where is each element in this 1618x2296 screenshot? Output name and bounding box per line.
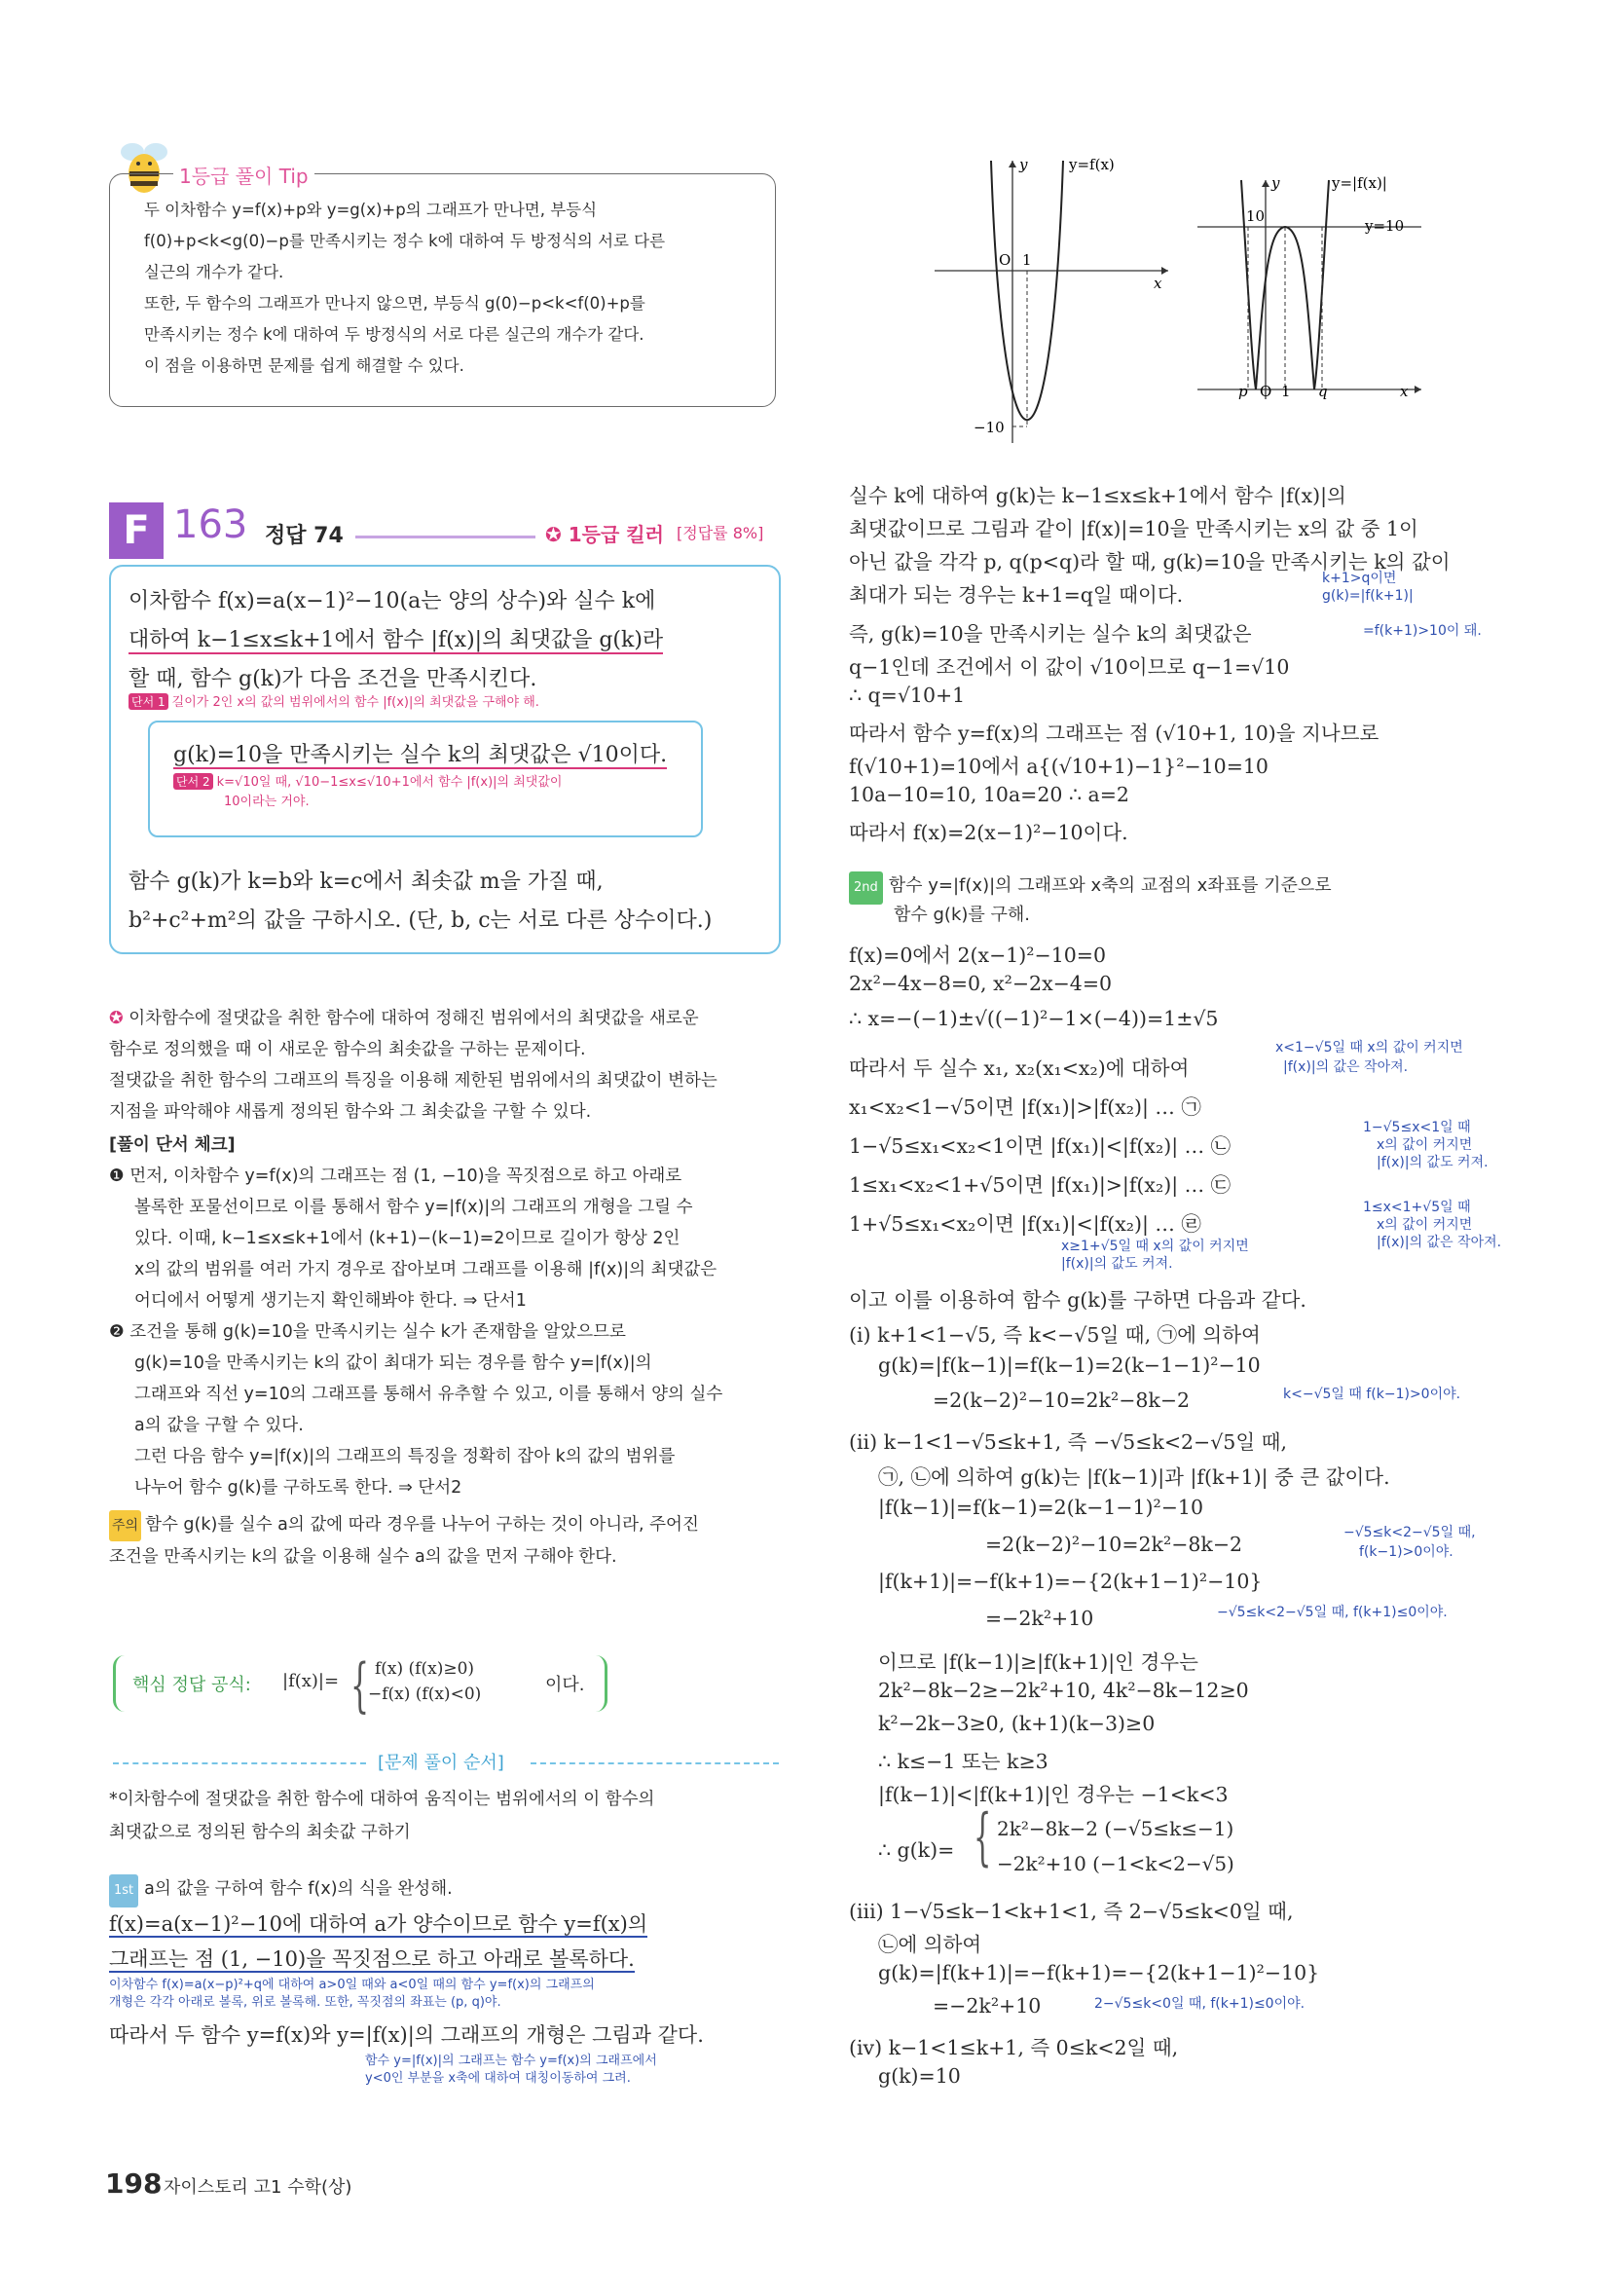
note-r23: k<−√5일 때 f(k−1)>0이야. [1283, 1387, 1461, 1402]
note-r18-a: 1≤x<1+√5일 때 [1363, 1200, 1471, 1215]
right-line-17: 1−√5≤x₁<x₂<1이면 |f(x₁)|<|f(x₂)| … ㉡ [849, 1134, 1232, 1158]
step1-tag: 1st [109, 1874, 138, 1907]
hint-1-text: 길이가 2인 x의 값의 범위에서의 함수 |f(x)|의 최댓값을 구해야 해. [171, 695, 539, 710]
caution-text-1: 함수 g(k)를 실수 a의 값에 따라 경우를 나누어 구하는 것이 아니라, 주어진 [145, 1515, 699, 1535]
right-line-31: 2k²−8k−2≥−2k²+10, 4k²−8k−12≥0 [878, 1679, 1249, 1702]
formula-end: 이다. [545, 1675, 585, 1695]
problem-letter: F [109, 502, 164, 559]
problem-line-1: 이차함수 f(x)=a(x−1)²−10(a는 양의 상수)와 실수 k에 [129, 589, 656, 613]
formula-lhs: |f(x)|= [282, 1671, 340, 1691]
step1-line-1 [109, 1908, 647, 1938]
note-r17-b: x의 값이 커지면 [1377, 1137, 1473, 1153]
graph-abs-label: y=|f(x)| [1332, 174, 1387, 192]
right-line-26: |f(k−1)|=f(k−1)=2(k−1−1)²−10 [878, 1496, 1203, 1519]
right-line-29: =−2k²+10 [985, 1607, 1094, 1630]
hint-1-tag: 단서 1 [129, 693, 168, 710]
tip-title: 1등급 풀이 Tip [173, 161, 314, 189]
check-title: [풀이 단서 체크] [109, 1135, 236, 1155]
right-line-30: 이므로 |f(k−1)|≥|f(k+1)|인 경우는 [878, 1650, 1198, 1674]
right-line-40: (iv) k−1<1≤k+1, 즉 0≤k<2일 때, [849, 2036, 1179, 2059]
graph-abs-origin: O [1260, 383, 1272, 400]
hint-2-text-a: k=√10일 때, √10−1≤x≤√10+1에서 함수 |f(x)|의 최댓값이 [216, 775, 563, 790]
right-line-19: 1+√5≤x₁<x₂이면 |f(x₁)|<|f(x₂)| … ㉣ [849, 1212, 1201, 1236]
graph-abs-q: q [1318, 383, 1328, 400]
right-line-11: 따라서 f(x)=2(x−1)²−10이다. [849, 821, 1128, 844]
step2-tag: 2nd [849, 871, 883, 905]
tip-line: 또한, 두 함수의 그래프가 만나지 않으면, 부등식 g(0)−p<k<f(0)+p를 [144, 294, 645, 313]
right-line-23: =2(k−2)²−10=2k²−8k−2 [933, 1389, 1191, 1412]
note-r39: 2−√5≤k<0일 때, f(k+1)≤0이야. [1094, 1996, 1305, 2012]
right-line-3: 아닌 값을 각각 p, q(p<q)라 할 때, g(k)=10을 만족시키는 k의 값이 [849, 550, 1451, 574]
right-line-21: (i) k+1<1−√5, 즉 k<−√5일 때, ㉠에 의하여 [849, 1323, 1261, 1347]
page-number: 198 [105, 2167, 163, 2200]
step2-title-1: 함수 y=|f(x)|의 그래프와 x축의 교점의 x좌표를 기준으로 [888, 875, 1332, 896]
hint-2-tag: 단서 2 [173, 773, 213, 790]
step1-line-2 [109, 1944, 635, 1973]
problem-line-2 [129, 623, 663, 653]
note-r4-a: k+1>q이면 [1322, 571, 1397, 586]
problem-number: 163 [173, 502, 248, 547]
graph-abs-10: 10 [1246, 207, 1266, 225]
check-1-line-5: 어디에서 어떻게 생기는지 확인해봐야 한다. ⇒ 단서1 [134, 1291, 527, 1311]
right-line-16: x₁<x₂<1−√5이면 |f(x₁)|>|f(x₂)| … ㉠ [849, 1095, 1201, 1119]
gk-brace: { [974, 1801, 992, 1873]
right-line-12: f(x)=0에서 2(x−1)²−10=0 [849, 944, 1107, 967]
note-r29: −√5≤k<2−√5일 때, f(k+1)≤0이야. [1217, 1605, 1448, 1620]
formula-bottom: −f(x) (f(x)<0) [368, 1685, 482, 1704]
order-title: [문제 풀이 순서] [378, 1753, 504, 1773]
check-2-line-6: 나누어 함수 g(k)를 구하도록 한다. ⇒ 단서2 [134, 1478, 462, 1498]
order-rule-right [531, 1762, 779, 1764]
check-2-line-5: 그런 다음 함수 y=|f(x)|의 그래프의 특징을 정확히 잡아 k의 값의 범위를 [134, 1447, 676, 1466]
right-line-5: 즉, g(k)=10을 만족시키는 실수 k의 최댓값은 [849, 622, 1252, 646]
note-r27-b: f(k−1)>0이야. [1359, 1544, 1453, 1560]
check-1-line-1: ❶ 먼저, 이차함수 y=f(x)의 그래프는 점 (1, −10)을 꼭짓점으로 하고 아래로 [109, 1167, 682, 1186]
star-icon: ✪ [109, 1009, 129, 1028]
problem-line-2-text: 대하여 k−1≤x≤k+1에서 함수 |f(x)|의 최댓값을 g(k)라 [129, 628, 664, 652]
graph-abs-x-label: x [1400, 383, 1409, 400]
right-line-7: ∴ q=√10+1 [849, 684, 966, 707]
tip-body [144, 195, 767, 382]
tip-line: f(0)+p<k<g(0)−p를 만족시키는 정수 k에 대하여 두 방정식의 서로 다른 [144, 232, 666, 250]
note-r19-a: x≥1+√5일 때 x의 값이 커지면 [1061, 1239, 1249, 1254]
graph-f-x-label: x [1154, 275, 1162, 292]
answer-label: 정답 74 [265, 524, 344, 548]
step1-note-3: 함수 y=|f(x)|의 그래프는 함수 y=f(x)의 그래프에서 [365, 2054, 657, 2068]
right-line-25: ㉠, ㉡에 의하여 g(k)는 |f(k−1)|과 |f(k+1)| 중 큰 값이다. [878, 1465, 1390, 1489]
graph-abs-y10-label: y=10 [1365, 217, 1405, 235]
intro-line-1: 이차함수에 절댓값을 취한 함수에 대하여 정해진 범위에서의 최댓값을 새로운 [129, 1009, 699, 1028]
graph-f-y-label: y [1019, 156, 1028, 173]
order-line-1: *이차함수에 절댓값을 취한 함수에 대하여 움직이는 범위에서의 이 함수의 [109, 1790, 655, 1809]
right-line-36: (iii) 1−√5≤k−1<k+1<1, 즉 2−√5≤k<0일 때, [849, 1900, 1294, 1923]
note-r19-b: |f(x)|의 값도 커져. [1061, 1256, 1173, 1272]
right-line-41: g(k)=10 [878, 2064, 961, 2088]
note-r4-c: =f(k+1)>10이 돼. [1363, 623, 1482, 639]
note-r15-b: |f(x)|의 값은 작아져. [1283, 1059, 1409, 1075]
step1-title [109, 1873, 453, 1907]
right-line-39: =−2k²+10 [933, 1994, 1042, 2018]
right-line-35-top: 2k²−8k−2 (−√5≤k≤−1) [997, 1817, 1234, 1840]
note-r27-a: −√5≤k<2−√5일 때, [1343, 1525, 1476, 1540]
check-2-line-4: a의 값을 구할 수 있다. [134, 1416, 304, 1435]
right-line-35-bottom: −2k²+10 (−1<k<2−√5) [997, 1852, 1234, 1875]
analysis-intro [109, 1003, 781, 1573]
right-line-4: 최대가 되는 경우는 k+1=q일 때이다. [849, 583, 1184, 607]
formula-label: 핵심 정답 공식: [132, 1675, 251, 1695]
graph-f-minus10: −10 [974, 419, 1005, 436]
right-line-38: g(k)=|f(k+1)|=−f(k+1)=−{2(k+1−1)²−10} [878, 1961, 1320, 1984]
right-line-9: f(√10+1)=10에서 a{(√10+1)−1}²−10=10 [849, 755, 1269, 778]
right-line-18: 1≤x₁<x₂<1+√5이면 |f(x₁)|>|f(x₂)| … ㉢ [849, 1173, 1232, 1197]
check-2-line-1: ❷ 조건을 통해 g(k)=10을 만족시키는 실수 k가 존재함을 알았으므로 [109, 1322, 626, 1342]
graph-f-one: 1 [1022, 251, 1032, 269]
header-rule [355, 536, 535, 538]
intro-line [109, 1003, 781, 1034]
note-r18-c: |f(x)|의 값은 작아져. [1377, 1235, 1502, 1250]
check-2-line-2: g(k)=10을 만족시키는 k의 값이 최대가 되는 경우를 함수 y=|f(x)|의 [134, 1353, 652, 1373]
step1-note-4: y<0인 부분을 x축에 대하여 대칭이동하여 그려. [365, 2071, 631, 2086]
tip-line: 이 점을 이용하면 문제를 쉽게 해결할 수 있다. [144, 356, 464, 375]
right-line-1: 실수 k에 대하여 g(k)는 k−1≤x≤k+1에서 함수 |f(x)|의 [849, 484, 1346, 507]
problem-line-3: 할 때, 함수 g(k)가 다음 조건을 만족시킨다. [129, 667, 537, 691]
hint-1 [129, 691, 539, 710]
step1-line-3: 따라서 두 함수 y=f(x)와 y=|f(x)|의 그래프의 개형은 그림과 같다. [109, 2023, 704, 2047]
step1-title-text: a의 값을 구하여 함수 f(x)의 식을 완성해. [144, 1879, 453, 1899]
graph-f-label: y=f(x) [1069, 156, 1115, 173]
killer-label [545, 519, 664, 547]
note-r4-b: g(k)=|f(k+1)| [1322, 588, 1414, 604]
right-line-8: 따라서 함수 y=f(x)의 그래프는 점 (√10+1, 10)을 지나므로 [849, 722, 1379, 745]
right-line-37: ㉡에 의하여 [878, 1933, 982, 1956]
right-line-15: 따라서 두 실수 x₁, x₂(x₁<x₂)에 대하여 [849, 1056, 1190, 1080]
right-line-6: q−1인데 조건에서 이 값이 √10이므로 q−1=√10 [849, 655, 1290, 679]
problem-line-4: 함수 g(k)가 k=b와 k=c에서 최솟값 m을 가질 때, [129, 870, 604, 894]
formula-top: f(x) (f(x)≥0) [375, 1659, 475, 1679]
right-line-27: =2(k−2)²−10=2k²−8k−2 [985, 1533, 1243, 1556]
right-line-14: ∴ x=−(−1)±√((−1)²−1×(−4))=1±√5 [849, 1007, 1219, 1030]
graph-abs-one: 1 [1281, 383, 1291, 400]
rate-label: [정답률 8%] [677, 524, 764, 542]
right-line-2: 최댓값이므로 그림과 같이 |f(x)|=10을 만족시키는 x의 값 중 1이 [849, 517, 1418, 540]
step1-line-1-text: f(x)=a(x−1)²−10에 대하여 a가 양수이므로 함수 y=f(x)의 [109, 1912, 648, 1936]
graph-f-origin: O [999, 251, 1011, 269]
caution-tag: 주의 [109, 1510, 141, 1541]
problem-line-5: b²+c²+m²의 값을 구하시오. (단, b, c는 서로 다른 상수이다.) [129, 908, 713, 933]
graph-f [925, 156, 1178, 453]
intro-line-4: 지점을 파악해야 새롭게 정의된 함수와 그 최솟값을 구할 수 있다. [109, 1102, 592, 1122]
note-r17-a: 1−√5≤x<1일 때 [1363, 1120, 1471, 1135]
check-1-line-2: 볼록한 포물선이므로 이를 통해서 함수 y=|f(x)|의 그래프의 개형을 그릴 수 [134, 1198, 693, 1217]
step2-title-2: 함수 g(k)를 구해. [894, 905, 1030, 925]
check-1-line-4: x의 값의 범위를 여러 가지 경우로 잡아보며 그래프를 이용해 |f(x)|의 최댓값은 [134, 1260, 717, 1279]
graph-abs-y-label: y [1271, 174, 1280, 192]
right-line-10: 10a−10=10, 10a=20 ∴ a=2 [849, 783, 1129, 806]
note-r18-b: x의 값이 커지면 [1377, 1217, 1473, 1233]
hint-2 [173, 771, 562, 790]
right-line-33: ∴ k≤−1 또는 k≥3 [878, 1750, 1048, 1773]
step1-note-1: 이차함수 f(x)=a(x−p)²+q에 대하여 a>0일 때와 a<0일 때의 함수 y=f(x)의 그래프의 [109, 1978, 595, 1992]
tip-line: 두 이차함수 y=f(x)+p와 y=g(x)+p의 그래프가 만나면, 부등식 [144, 201, 598, 219]
tip-line: 실근의 개수가 같다. [144, 263, 284, 281]
right-line-28: |f(k+1)|=−f(k+1)=−{2(k+1−1)²−10} [878, 1570, 1263, 1593]
right-line-34: |f(k−1)|<|f(k+1)|인 경우는 −1<k<3 [878, 1783, 1229, 1806]
right-line-32: k²−2k−3≥0, (k+1)(k−3)≥0 [878, 1712, 1156, 1735]
graph-abs-p: p [1238, 383, 1248, 400]
right-line-24: (ii) k−1<1−√5≤k+1, 즉 −√5≤k<2−√5일 때, [849, 1430, 1287, 1454]
check-2-line-3: 그래프와 직선 y=10의 그래프를 통해서 유추할 수 있고, 이를 통해서 양의 실수 [134, 1385, 723, 1404]
killer-text: 1등급 킬러 [568, 523, 664, 546]
right-line-13: 2x²−4x−8=0, x²−2x−4=0 [849, 972, 1113, 995]
order-rule-left [113, 1762, 366, 1764]
formula-brace: { [350, 1651, 370, 1720]
intro-line-3: 절댓값을 취한 함수의 그래프의 특징을 이용해 제한된 범위에서의 최댓값이 변하는 [109, 1071, 717, 1091]
graph-abs-f [1188, 170, 1431, 409]
right-line-20: 이고 이를 이용하여 함수 g(k)를 구하면 다음과 같다. [849, 1288, 1306, 1312]
check-1-line-3: 있다. 이때, k−1≤x≤k+1에서 (k+1)−(k−1)=2이므로 길이가 항상 2인 [134, 1229, 680, 1248]
caution-line-1 [109, 1509, 781, 1541]
order-line-2: 최댓값으로 정의된 함수의 최솟값 구하기 [109, 1823, 411, 1842]
condition-text [173, 738, 667, 768]
star-icon: ✪ [545, 523, 569, 546]
condition-text-span: g(k)=10을 만족시키는 실수 k의 최댓값은 √10이다. [173, 743, 668, 767]
right-line-35-lhs: ∴ g(k)= [878, 1838, 955, 1862]
right-line-22: g(k)=|f(k−1)|=f(k−1)=2(k−1−1)²−10 [878, 1353, 1261, 1377]
step1-line-2-text: 그래프는 점 (1, −10)을 꼭짓점으로 하고 아래로 볼록하다. [109, 1947, 635, 1971]
step1-note-2: 개형은 각각 아래로 볼록, 위로 볼록해. 또한, 꼭짓점의 좌표는 (p, q)야. [109, 1995, 501, 2010]
note-r17-c: |f(x)|의 값도 커져. [1377, 1155, 1489, 1170]
hint-2-b: 10이라는 거야. [224, 795, 310, 809]
tip-line: 만족시키는 정수 k에 대하여 두 방정식의 서로 다른 실근의 개수가 같다. [144, 325, 644, 344]
caution-line-2: 조건을 만족시키는 k의 값을 이용해 실수 a의 값을 먼저 구해야 한다. [109, 1547, 617, 1567]
book-title: 자이스토리 고1 수학(상) [164, 2177, 352, 2198]
intro-line-2: 함수로 정의했을 때 이 새로운 함수의 최솟값을 구하는 문제이다. [109, 1040, 586, 1059]
note-r15-a: x<1−√5일 때 x의 값이 커지면 [1275, 1040, 1463, 1055]
